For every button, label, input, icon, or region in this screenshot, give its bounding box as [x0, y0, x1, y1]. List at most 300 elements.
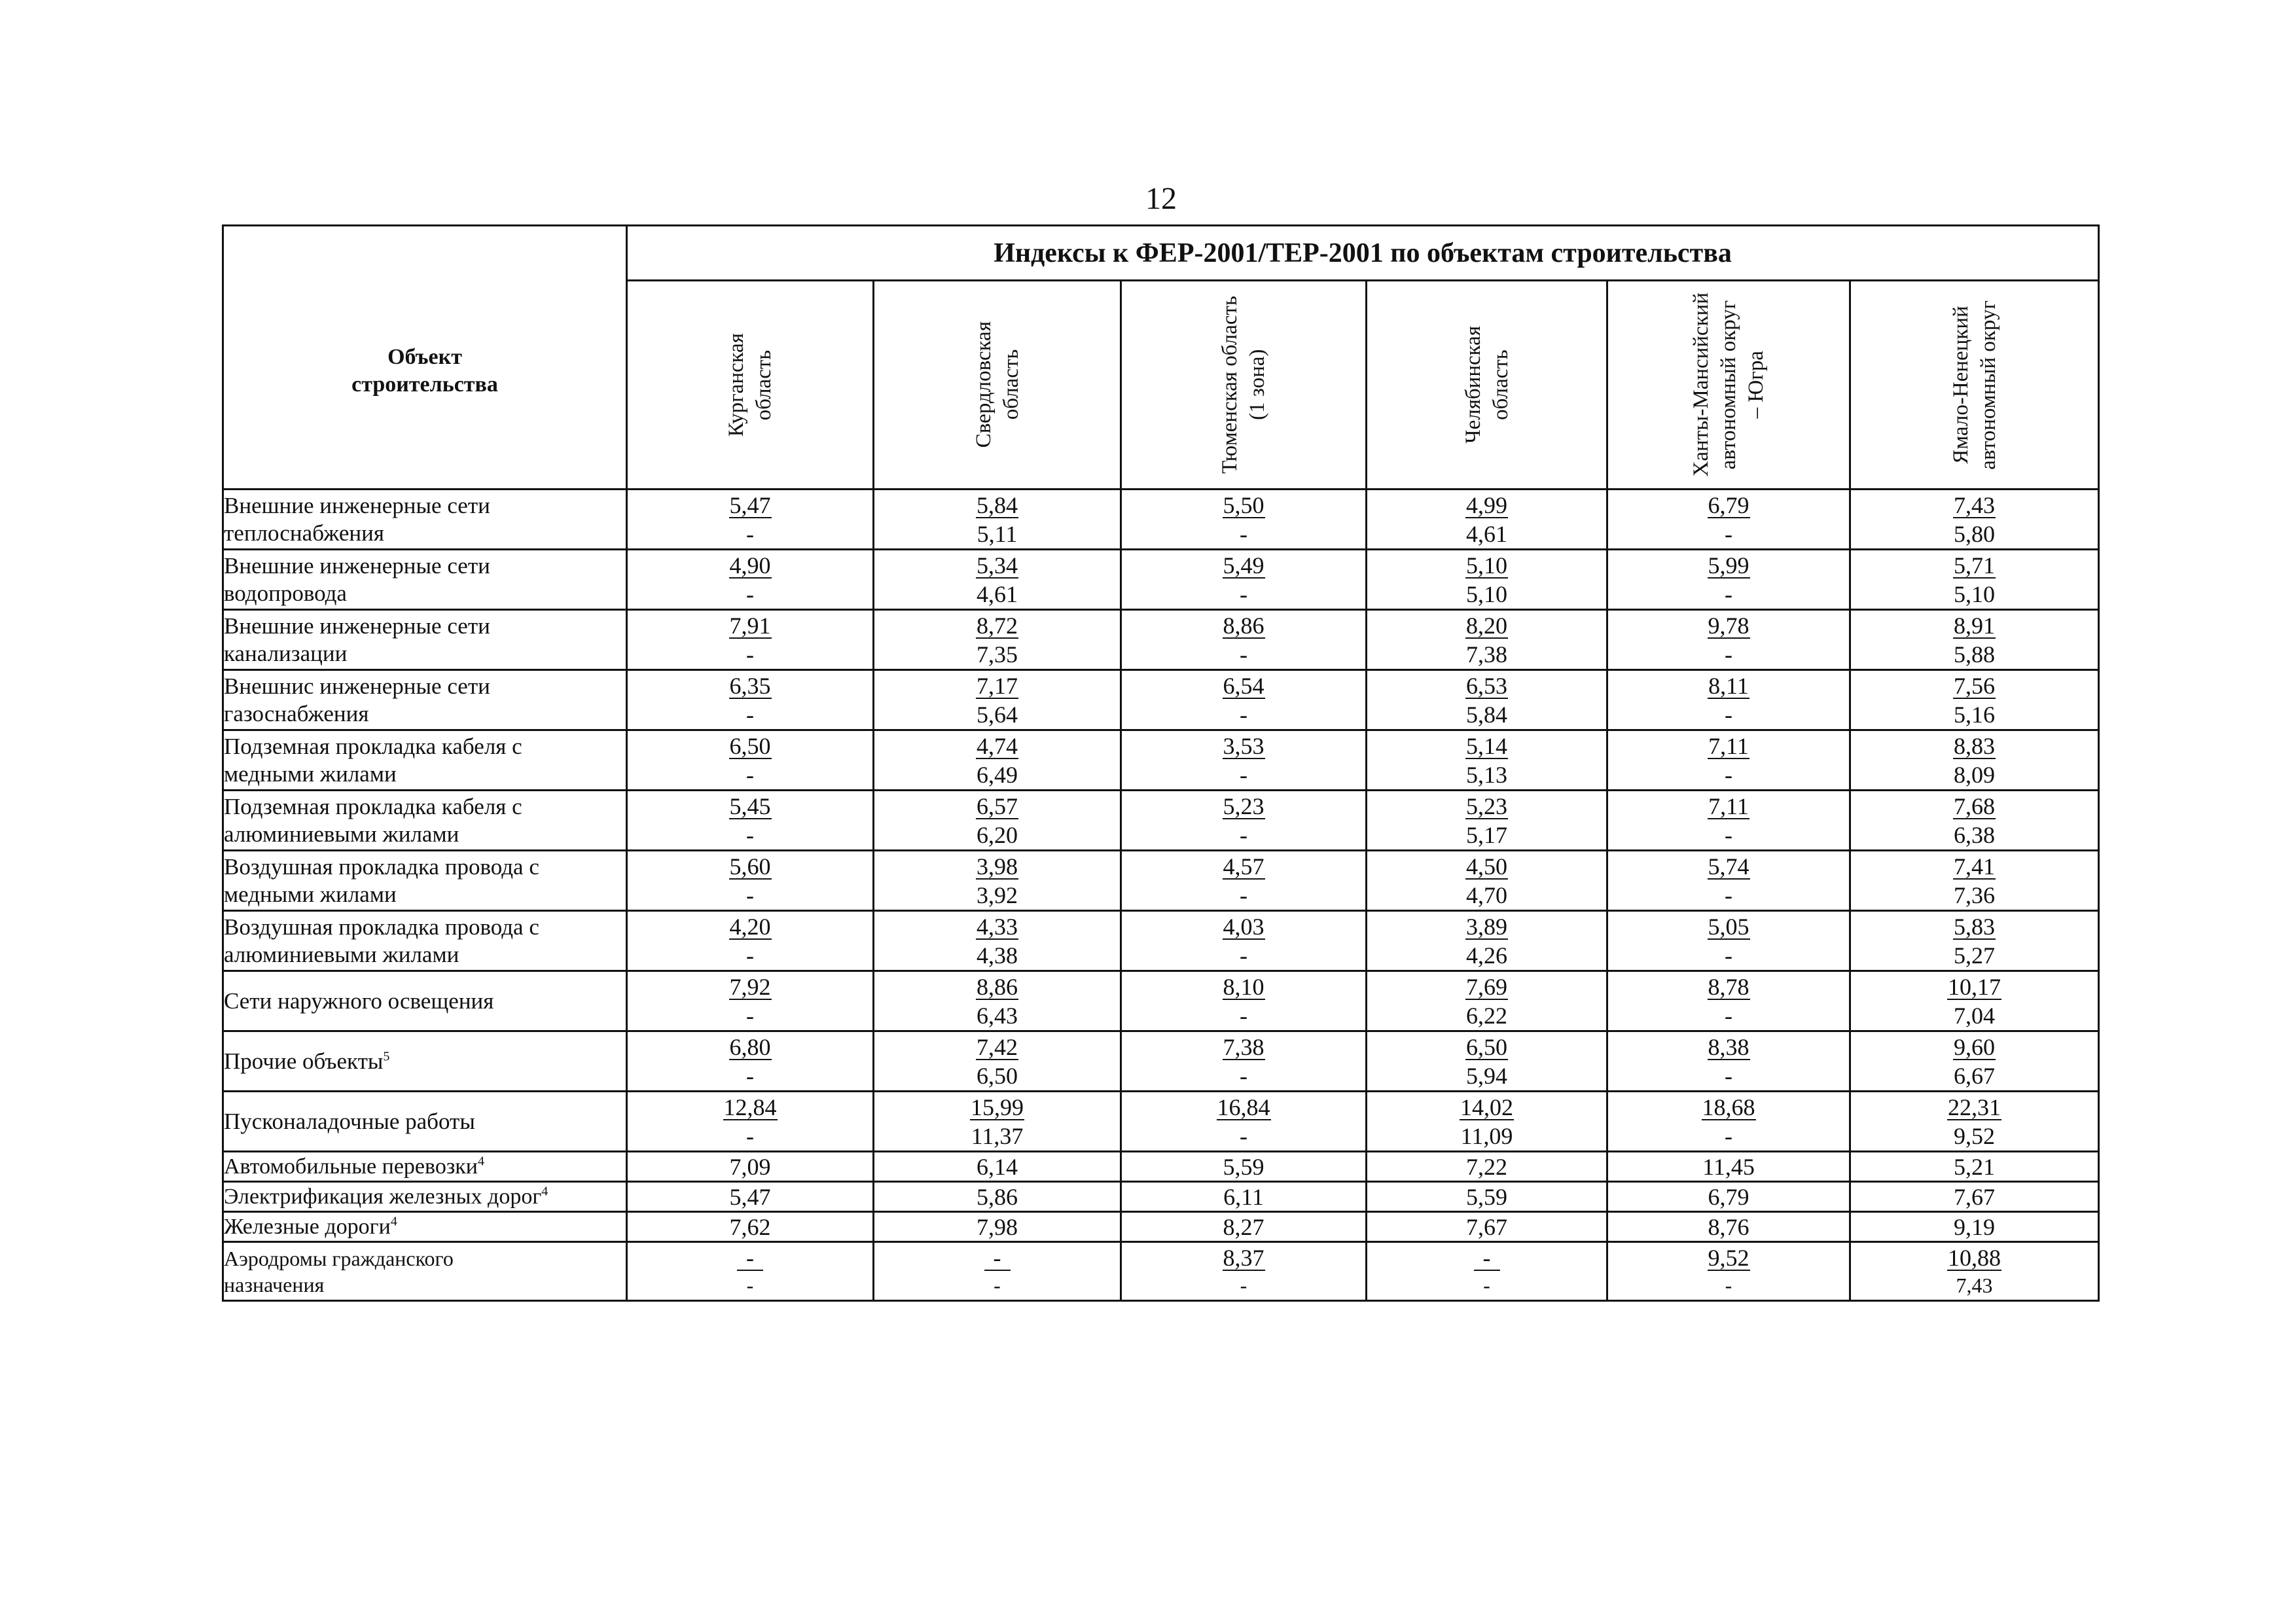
table-row [223, 1242, 2099, 1301]
value-bottom: - [1725, 761, 1732, 788]
value-bottom: 6,38 [1954, 821, 1996, 848]
value-cell [627, 791, 874, 851]
value-top-text: 4,57 [1223, 853, 1265, 880]
value-cell [1850, 911, 2099, 971]
value-cell [1607, 730, 1850, 791]
value-top [1367, 1033, 1606, 1061]
value-bottom: - [746, 580, 754, 607]
value-bottom: - [1725, 641, 1732, 668]
value-top-text: 10,17 [1948, 973, 2001, 1000]
value-top [1122, 972, 1365, 1001]
value-top [628, 852, 872, 881]
value-top [1851, 972, 2098, 1001]
value-top-text: 22,31 [1948, 1094, 2001, 1120]
value-bottom: - [746, 1273, 754, 1297]
object-column-header-text: Объект строительства [351, 345, 498, 397]
value-bottom: 7,36 [1954, 882, 1996, 908]
value-top [1122, 732, 1365, 760]
region-header-wrap [1367, 283, 1606, 486]
value-bottom: - [746, 761, 754, 788]
table-head [223, 226, 2099, 490]
value-top [874, 792, 1120, 821]
value-top [1608, 732, 1849, 760]
row-label [223, 1182, 627, 1212]
value-top-text: 8,86 [977, 973, 1018, 1000]
value-cell [1607, 1212, 1850, 1242]
value-bottom: 6,43 [977, 1002, 1018, 1029]
value-bottom: 5,13 [1466, 761, 1507, 788]
value-top-text: 4,33 [977, 913, 1018, 940]
value-cell [1367, 490, 1607, 550]
value-top [1122, 491, 1365, 520]
value-top-text: 4,50 [1466, 853, 1507, 880]
value-cell [1607, 1092, 1850, 1152]
value-bottom: - [1240, 520, 1247, 547]
value-bottom: 6,49 [977, 761, 1018, 788]
value-cell [874, 911, 1121, 971]
value-top [628, 491, 872, 520]
value-cell [627, 971, 874, 1031]
region-header-line: автономный округ [1717, 300, 1740, 470]
value-top-text: 5,99 [1708, 552, 1749, 579]
value-cell [1607, 610, 1850, 670]
value-top [1122, 912, 1365, 941]
row-label [223, 791, 627, 851]
value-cell [627, 670, 874, 730]
value-bottom: 5,88 [1954, 641, 1996, 668]
object-column-header [223, 226, 627, 490]
value: 11,45 [1702, 1153, 1755, 1180]
row-label-text: Внешнис инженерные сети газоснабжения [224, 673, 490, 726]
value-top-text: 8,11 [1708, 672, 1749, 699]
value-top [628, 1244, 872, 1272]
value-top [1608, 551, 1849, 580]
value-bottom: - [1240, 1002, 1247, 1029]
value: 6,14 [977, 1153, 1018, 1180]
value-bottom: 7,38 [1466, 641, 1507, 668]
row-label [223, 851, 627, 911]
table-body [223, 490, 2099, 1301]
value-cell [1121, 1031, 1367, 1092]
value-top-text: 9,60 [1954, 1033, 1996, 1060]
value-cell [874, 610, 1121, 670]
value-bottom: 11,37 [971, 1122, 1024, 1149]
value-cell [1121, 670, 1367, 730]
table-row [223, 670, 2099, 730]
value-top [1851, 1244, 2098, 1272]
value-cell [1850, 851, 2099, 911]
row-label [223, 1242, 627, 1301]
row-label [223, 610, 627, 670]
value-top [874, 1033, 1120, 1061]
value-top [1122, 1093, 1365, 1122]
footnote-marker: 4 [541, 1184, 548, 1199]
value-bottom: - [746, 942, 754, 969]
value-top [1851, 912, 2098, 941]
value-top-text: 5,84 [977, 491, 1018, 518]
region-header-khmao [1607, 281, 1850, 490]
row-label [223, 1152, 627, 1182]
value-cell [627, 1152, 874, 1182]
table-row [223, 971, 2099, 1031]
value-top-text: 12,84 [723, 1094, 777, 1120]
value-bottom: - [1725, 821, 1732, 848]
value-cell [1121, 791, 1367, 851]
value-cell [874, 791, 1121, 851]
value-top [1367, 1093, 1606, 1122]
value-top [1608, 671, 1849, 700]
index-table [222, 224, 2100, 1302]
region-header-line: Ханты-Мансийский [1689, 293, 1713, 477]
value-top [1608, 852, 1849, 881]
value-cell [1367, 550, 1607, 610]
value-cell [1850, 610, 2099, 670]
value-cell [1121, 1242, 1367, 1301]
value-top-text: 8,37 [1223, 1244, 1265, 1271]
value-cell [627, 610, 874, 670]
value-top-text: 8,83 [1954, 732, 1996, 759]
value-top [1122, 671, 1365, 700]
value-cell [874, 1212, 1121, 1242]
value-cell [1367, 911, 1607, 971]
value-bottom: 7,35 [977, 641, 1018, 668]
region-header-wrap [874, 283, 1120, 486]
value-cell [1367, 730, 1607, 791]
value-top-text: - [737, 1246, 763, 1271]
value-top-text: 8,72 [977, 612, 1018, 639]
row-label [223, 490, 627, 550]
value-top-text: 3,89 [1466, 913, 1507, 940]
value-top [1367, 671, 1606, 700]
row-label [223, 730, 627, 791]
value: 7,67 [1954, 1183, 1996, 1210]
value-bottom: 5,16 [1954, 701, 1996, 728]
region-header-text [1460, 326, 1515, 444]
value-cell [1850, 1212, 2099, 1242]
table-row [223, 490, 2099, 550]
value-top-text: 6,35 [729, 672, 771, 699]
region-header-wrap [1851, 283, 2098, 486]
value-top [874, 611, 1120, 640]
value-bottom: 5,10 [1954, 580, 1996, 607]
table-row [223, 610, 2099, 670]
row-label-text: Сети наружного освещения [224, 988, 494, 1014]
value-top-text: 7,56 [1954, 672, 1996, 699]
value-top-text: 5,23 [1223, 793, 1265, 819]
value-top-text: 7,68 [1954, 793, 1996, 819]
value-bottom: - [1483, 1273, 1490, 1297]
value: 9,19 [1954, 1213, 1996, 1240]
value-top-text: - [984, 1246, 1011, 1271]
value-top [1122, 792, 1365, 821]
value-cell [627, 490, 874, 550]
value-top-text: 10,88 [1948, 1244, 2001, 1271]
region-header-line: область [999, 349, 1023, 420]
value-bottom: - [746, 882, 754, 908]
value-bottom: 5,64 [977, 701, 1018, 728]
table-row [223, 1182, 2099, 1212]
table-row [223, 1031, 2099, 1092]
value-cell [874, 550, 1121, 610]
value-cell [1121, 1212, 1367, 1242]
value-top-text: 3,98 [977, 853, 1018, 880]
value-top [1608, 1033, 1849, 1061]
value: 5,21 [1954, 1153, 1996, 1180]
value-top-text: 5,45 [729, 793, 771, 819]
value-top [628, 551, 872, 580]
value-top-text: 5,49 [1223, 552, 1265, 579]
region-header-wrap [1122, 283, 1365, 486]
value-bottom: - [1240, 641, 1247, 668]
table-row [223, 791, 2099, 851]
value-cell [1367, 670, 1607, 730]
value-bottom: - [1725, 942, 1732, 969]
row-label-text: Железные дороги [224, 1214, 391, 1239]
region-header-wrap [1608, 283, 1849, 486]
value-bottom: 3,92 [977, 882, 1018, 908]
value-top [1367, 732, 1606, 760]
row-label-text: Аэродромы гражданского назначения [224, 1246, 454, 1296]
value-top [1608, 611, 1849, 640]
region-header-wrap [628, 283, 872, 486]
footnote-marker: 4 [477, 1154, 484, 1169]
value-top-text: 5,50 [1223, 491, 1265, 518]
value-top-text: 8,20 [1466, 612, 1507, 639]
value-bottom: 5,84 [1466, 701, 1507, 728]
row-label-text: Внешние инженерные сети канализации [224, 613, 490, 666]
value-top-text: 18,68 [1702, 1094, 1755, 1120]
value-top [1608, 1244, 1849, 1272]
value-top [874, 732, 1120, 760]
value-cell [627, 1182, 874, 1212]
value-top-text: 5,05 [1708, 913, 1749, 940]
value-top [1367, 972, 1606, 1001]
row-label [223, 971, 627, 1031]
value-top-text: 4,20 [729, 913, 771, 940]
value: 8,27 [1223, 1213, 1265, 1240]
value: 5,47 [729, 1183, 771, 1210]
value-top-text: 5,34 [977, 552, 1018, 579]
value-top-text: 14,02 [1460, 1094, 1513, 1120]
value-bottom: 7,04 [1954, 1002, 1996, 1029]
value-cell [1850, 1152, 2099, 1182]
value-top [874, 1244, 1120, 1272]
value-top-text: 16,84 [1217, 1094, 1270, 1120]
value-top-text: 4,99 [1466, 491, 1507, 518]
value-bottom: 4,70 [1466, 882, 1507, 908]
value-top [628, 792, 872, 821]
value-bottom: 7,43 [1956, 1273, 1993, 1297]
value-top [1851, 852, 2098, 881]
region-header-sverdlovsk [874, 281, 1121, 490]
value-cell [627, 550, 874, 610]
value-bottom: - [1240, 942, 1247, 969]
value-cell [1367, 1212, 1607, 1242]
value: 6,79 [1708, 1183, 1749, 1210]
value: 7,98 [977, 1213, 1018, 1240]
value-top-text: 3,53 [1223, 732, 1265, 759]
value-cell [874, 1152, 1121, 1182]
value-top-text: 7,91 [729, 612, 771, 639]
value-top [1367, 792, 1606, 821]
value-top-text: 7,41 [1954, 853, 1996, 880]
value-bottom: 6,50 [977, 1062, 1018, 1089]
value-top [1608, 491, 1849, 520]
value-top [1367, 852, 1606, 881]
value: 7,67 [1466, 1213, 1507, 1240]
value-bottom: - [1240, 1062, 1247, 1089]
value-top [1851, 792, 2098, 821]
value-top-text: 9,78 [1708, 612, 1749, 639]
value-top [1608, 792, 1849, 821]
value: 8,76 [1708, 1213, 1749, 1240]
value-bottom: - [746, 641, 754, 668]
value-cell [1850, 791, 2099, 851]
value-cell [627, 1092, 874, 1152]
value-top [1851, 611, 2098, 640]
value-bottom: - [1240, 580, 1247, 607]
table-row [223, 1212, 2099, 1242]
value-bottom: 6,22 [1466, 1002, 1507, 1029]
region-header-text [723, 333, 778, 437]
row-label-text: Воздушная прокладка провода с медными жилами [224, 853, 539, 907]
value-cell [1850, 670, 2099, 730]
row-label [223, 1092, 627, 1152]
table-row [223, 550, 2099, 610]
value-top-text: 15,99 [971, 1094, 1024, 1120]
value-cell [1607, 490, 1850, 550]
value-cell [1850, 1092, 2099, 1152]
value-top-text: 8,91 [1954, 612, 1996, 639]
region-header-line: Свердловская [971, 321, 996, 448]
table-row [223, 730, 2099, 791]
value-cell [1367, 1182, 1607, 1212]
value-top-text: 4,90 [729, 552, 771, 579]
value-bottom: - [1240, 701, 1247, 728]
value-bottom: 5,27 [1954, 942, 1996, 969]
table-row [223, 1152, 2099, 1182]
value-top [628, 671, 872, 700]
value-cell [1121, 971, 1367, 1031]
value-top [628, 611, 872, 640]
value-top-text: 7,69 [1466, 973, 1507, 1000]
header-row-top [223, 226, 2099, 281]
row-label-text: Подземная прокладка кабеля с медными жилами [224, 733, 522, 787]
region-header-chelyabinsk [1367, 281, 1607, 490]
value-top-text: 7,11 [1708, 732, 1749, 759]
value-cell [1850, 1242, 2099, 1301]
value-top [1367, 1244, 1606, 1272]
value-top [874, 491, 1120, 520]
value-bottom: - [1240, 821, 1247, 848]
row-label-text: Подземная прокладка кабеля с алюминиевыми жилами [224, 793, 522, 847]
value-bottom: 5,80 [1954, 520, 1996, 547]
value-cell [1367, 1031, 1607, 1092]
value-cell [1121, 550, 1367, 610]
value-top [1851, 491, 2098, 520]
region-header-text [970, 321, 1025, 448]
value-top-text: 5,83 [1954, 913, 1996, 940]
value-bottom: - [1725, 1273, 1732, 1297]
value-cell [874, 1031, 1121, 1092]
value-bottom: 4,61 [1466, 520, 1507, 547]
value-top [628, 912, 872, 941]
value-top-text: 8,86 [1223, 612, 1265, 639]
row-label [223, 670, 627, 730]
value-bottom: 9,52 [1954, 1122, 1996, 1149]
value-top [1367, 551, 1606, 580]
value-bottom: 4,26 [1466, 942, 1507, 969]
value: 6,11 [1223, 1183, 1264, 1210]
value: 7,62 [729, 1213, 771, 1240]
value-bottom: 4,38 [977, 942, 1018, 969]
page-number: 12 [1145, 181, 1177, 216]
value-top-text: 6,50 [1466, 1033, 1507, 1060]
value-cell [1367, 1152, 1607, 1182]
value-bottom: - [1725, 701, 1732, 728]
value-top-text: 5,47 [729, 491, 771, 518]
value-bottom: 5,94 [1466, 1062, 1507, 1089]
value-bottom: - [1240, 1122, 1247, 1149]
value-top [874, 912, 1120, 941]
value-bottom: - [1725, 1122, 1732, 1149]
value-cell [627, 911, 874, 971]
value-cell [1850, 1031, 2099, 1092]
region-header-line: Челябинская [1461, 326, 1485, 444]
value-top [1367, 491, 1606, 520]
value-cell [1367, 791, 1607, 851]
value-bottom: - [746, 821, 754, 848]
value-cell [1121, 1092, 1367, 1152]
value: 5,59 [1466, 1183, 1507, 1210]
table-row [223, 911, 2099, 971]
value-cell [1367, 851, 1607, 911]
value-top-text: 7,92 [729, 973, 771, 1000]
value-cell [1121, 610, 1367, 670]
value-cell [627, 851, 874, 911]
region-header-yanao [1850, 281, 2099, 490]
row-label-text: Автомобильные перевозки [224, 1154, 478, 1179]
value-cell [874, 971, 1121, 1031]
value-cell [1607, 1152, 1850, 1182]
value-top-text: - [1474, 1246, 1500, 1271]
value-bottom: - [746, 1122, 754, 1149]
value-top [628, 1033, 872, 1061]
value-cell [627, 730, 874, 791]
value-top-text: 7,11 [1708, 793, 1749, 819]
row-label [223, 1212, 627, 1242]
row-label-text: Воздушная прокладка провода с алюминиевыми жилами [224, 914, 539, 967]
value-top [628, 732, 872, 760]
value-cell [1121, 490, 1367, 550]
value-cell [874, 851, 1121, 911]
value-top [1851, 732, 2098, 760]
value-cell [1121, 851, 1367, 911]
value-top [874, 551, 1120, 580]
value-top-text: 6,57 [977, 793, 1018, 819]
value-cell [1607, 1031, 1850, 1092]
value-bottom: 11,09 [1460, 1122, 1513, 1149]
value-top [874, 972, 1120, 1001]
value-bottom: 5,17 [1466, 821, 1507, 848]
value-top [1122, 1033, 1365, 1061]
value-top-text: 7,17 [977, 672, 1018, 699]
region-header-line: (1 зона) [1246, 349, 1269, 421]
value-top [1122, 852, 1365, 881]
row-label [223, 911, 627, 971]
value-cell [1121, 730, 1367, 791]
value-cell [1850, 490, 2099, 550]
